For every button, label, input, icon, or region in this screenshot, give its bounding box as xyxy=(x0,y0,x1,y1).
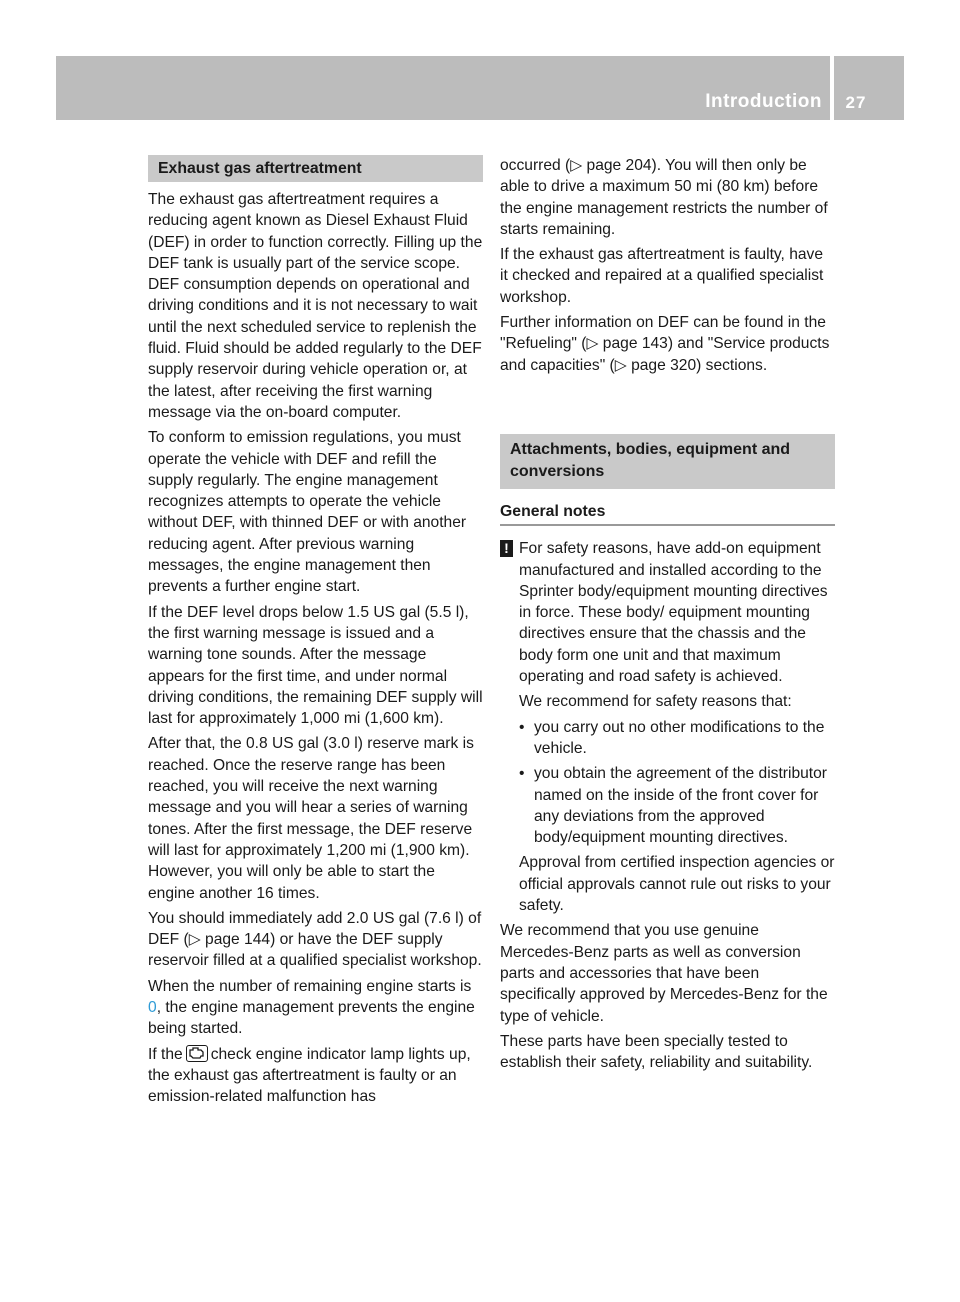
list-item-text: you obtain the agreement of the distributor named on the inside of the front cover for any deviations from the approved body/equipment mounting directives. xyxy=(534,765,827,847)
bullet-icon: • xyxy=(519,765,525,783)
check-engine-icon xyxy=(186,1045,208,1062)
remaining-starts-value: 0 xyxy=(148,998,157,1016)
paragraph: These parts have been specially tested to establish their safety, reliability and suitability. xyxy=(500,1032,813,1072)
heading-attachments: Attachments, bodies, equipment and conversions xyxy=(500,434,835,489)
note-text: For safety reasons, have add-on equipment manufactured and installed according to the Sprinter body/equipment mounting directives in force. These body/ equipment mounting directives ensure that the chassis and the body form one unit and that maximum operating and road safety is achieved. xyxy=(519,540,828,686)
paragraph: We recommend that you use genuine Mercedes-Benz parts as well as conversion parts and accessories that have been specifically approved by Mercedes-Benz for the type of vehicle. xyxy=(500,922,828,1025)
text-run: , the engine management prevents the engine being started. xyxy=(148,998,475,1038)
paragraph: occurred (▷ page 204). You will then only be able to drive a maximum 50 mi (80 km) before the engine management restricts the number of starts remaining. xyxy=(500,157,828,238)
warning-icon: ! xyxy=(500,540,513,557)
paragraph xyxy=(148,976,483,1040)
safety-note xyxy=(500,538,835,687)
right-column xyxy=(500,155,835,1077)
list-item xyxy=(500,717,835,760)
subheading-general-notes: General notes xyxy=(500,499,835,526)
paragraph: After that, the 0.8 US gal (3.0 l) reserve mark is reached. Once the reserve range has been reached, you will receive the next warning message and you will hear a series of warning tones. After the first message, the DEF reserve will last for approximately 1,200 mi (1,900 km). However, you will only be able to start the engine another 16 times. xyxy=(148,735,474,902)
list-item-text: you carry out no other modifications to the vehicle. xyxy=(534,718,825,757)
paragraph: If the DEF level drops below 1.5 US gal (5.5 l), the first warning message is issued and a warning tone sounds. After the message appears for the first time, and under normal driving conditions, the remaining DEF supply will last for approximately 1,000 mi (1,600 km). xyxy=(148,603,483,728)
left-column xyxy=(148,155,483,1111)
paragraph: To conform to emission regulations, you must operate the vehicle with DEF and refill the supply regularly. The engine management recognizes attempts to operate the vehicle without DEF, with thinned DEF or with another reducing agent. After previous warning messages, the engine management then prevents a further engine start. xyxy=(148,429,467,596)
bullet-icon: • xyxy=(519,718,525,736)
paragraph: If the exhaust gas aftertreatment is faulty, have it checked and repaired at a qualified specialist workshop. xyxy=(500,246,824,306)
section-title: Introduction xyxy=(705,91,822,112)
paragraph: You should immediately add 2.0 US gal (7.6 l) of DEF (▷ page 144) or have the DEF supply reservoir filled at a qualified specialist workshop. xyxy=(148,909,482,970)
paragraph: The exhaust gas aftertreatment requires a reducing agent known as Diesel Exhaust Fluid (DEF) in order to function correctly. Filling up the DEF tank is usually part of the service scope. DEF consumption depends on operational and driving conditions and it is not necessary to wait until the next scheduled service to replenish the fluid. Fluid should be added regularly to the DEF supply reservoir during vehicle operation or, at the latest, after receiving the first warning message via the on-board computer. xyxy=(148,191,483,421)
text-run: When the number of remaining engine starts is xyxy=(148,977,472,995)
page-number: 27 xyxy=(845,93,867,112)
paragraph xyxy=(148,1044,483,1108)
heading-exhaust-gas: Exhaust gas aftertreatment xyxy=(148,155,483,182)
paragraph: Approval from certified inspection agencies or official approvals cannot rule out risks to your safety. xyxy=(519,854,835,915)
paragraph: We recommend for safety reasons that: xyxy=(519,693,792,711)
list-item xyxy=(500,763,835,848)
text-run: If the xyxy=(148,1045,183,1063)
paragraph: Further information on DEF can be found in the "Refueling" (▷ page 143) and "Service products and capacities" (▷ page 320) sections. xyxy=(500,314,830,374)
text-run: check engine indicator lamp lights up, the exhaust gas aftertreatment is faulty or an emission-related malfunction has xyxy=(148,1045,471,1106)
